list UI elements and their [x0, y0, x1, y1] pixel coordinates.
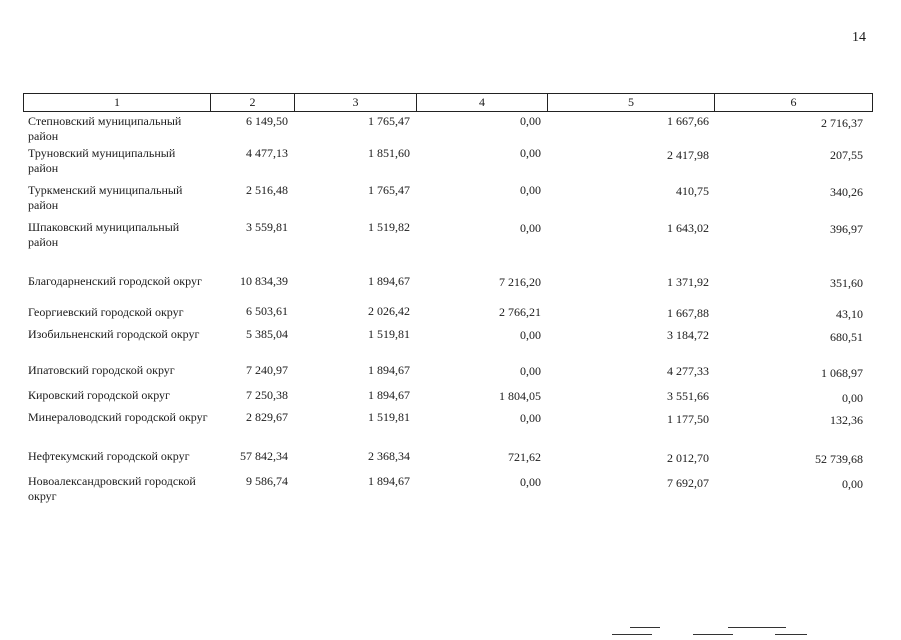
row-name: Георгиевский городской округ	[28, 305, 184, 319]
row-value-col6: 340,26	[830, 185, 863, 199]
row-value-col5: 410,75	[676, 184, 709, 198]
row-name: Туркменский муниципальный район	[28, 183, 183, 212]
column-header-5: 5	[548, 94, 715, 112]
row-value-col5: 3 184,72	[667, 328, 709, 342]
row-value-col5: 2 417,98	[667, 148, 709, 162]
row-name: Новоалександровский городской округ	[28, 474, 196, 503]
footer-signature-line	[693, 634, 733, 635]
row-value-col5: 1 177,50	[667, 412, 709, 426]
row-name: Ипатовский городской округ	[28, 363, 175, 377]
row-value-col2: 5 385,04	[246, 327, 288, 341]
row-value-col4: 7 216,20	[499, 275, 541, 289]
row-value-col3: 1 894,67	[368, 274, 410, 288]
column-header-1: 1	[24, 94, 211, 112]
row-value-col5: 3 551,66	[667, 389, 709, 403]
row-value-col5: 1 667,88	[667, 306, 709, 320]
row-value-col4: 0,00	[520, 328, 541, 342]
row-value-col3: 1 519,81	[368, 327, 410, 341]
row-value-col4: 0,00	[520, 146, 541, 160]
row-value-col6: 396,97	[830, 222, 863, 236]
row-value-col5: 1 667,66	[667, 114, 709, 128]
row-value-col6: 0,00	[842, 391, 863, 405]
row-value-col3: 1 894,67	[368, 363, 410, 377]
row-value-col2: 9 586,74	[246, 474, 288, 488]
row-value-col2: 7 240,97	[246, 363, 288, 377]
column-header-3: 3	[295, 94, 417, 112]
row-name: Кировский городской округ	[28, 388, 170, 402]
page-number: 14	[852, 30, 866, 45]
column-header-2: 2	[211, 94, 295, 112]
row-value-col4: 721,62	[508, 450, 541, 464]
row-value-col6: 680,51	[830, 330, 863, 344]
row-value-col6: 207,55	[830, 148, 863, 162]
row-value-col6: 0,00	[842, 477, 863, 491]
row-name: Степновский муниципальный район	[28, 114, 182, 143]
row-value-col2: 57 842,34	[240, 449, 288, 463]
row-value-col2: 6 149,50	[246, 114, 288, 128]
row-value-col3: 2 026,42	[368, 304, 410, 318]
row-name: Шпаковский муниципальный район	[28, 220, 180, 249]
footer-signature-line	[630, 627, 660, 628]
row-name: Нефтекумский городской округ	[28, 449, 190, 463]
row-value-col3: 1 894,67	[368, 388, 410, 402]
row-value-col2: 3 559,81	[246, 220, 288, 234]
row-name: Труновский муниципальный район	[28, 146, 176, 175]
row-value-col2: 7 250,38	[246, 388, 288, 402]
row-value-col3: 1 765,47	[368, 114, 410, 128]
row-value-col4: 1 804,05	[499, 389, 541, 403]
row-value-col5: 7 692,07	[667, 476, 709, 490]
footer-signature-line	[775, 634, 807, 635]
row-value-col4: 0,00	[520, 411, 541, 425]
row-value-col5: 1 643,02	[667, 221, 709, 235]
row-value-col3: 1 519,82	[368, 220, 410, 234]
row-name: Минераловодский городской округ	[28, 410, 208, 424]
row-name: Благодарненский городской округ	[28, 274, 202, 288]
column-header-4: 4	[417, 94, 548, 112]
row-value-col6: 1 068,97	[821, 366, 863, 380]
row-value-col2: 4 477,13	[246, 146, 288, 160]
row-value-col5: 2 012,70	[667, 451, 709, 465]
row-value-col3: 1 851,60	[368, 146, 410, 160]
column-header-6: 6	[715, 94, 873, 112]
row-value-col3: 1 765,47	[368, 183, 410, 197]
row-value-col2: 2 516,48	[246, 183, 288, 197]
row-value-col5: 1 371,92	[667, 275, 709, 289]
row-value-col4: 0,00	[520, 183, 541, 197]
row-value-col6: 2 716,37	[821, 116, 863, 130]
row-value-col6: 52 739,68	[815, 452, 863, 466]
row-value-col3: 1 519,81	[368, 410, 410, 424]
row-value-col4: 0,00	[520, 221, 541, 235]
row-value-col6: 132,36	[830, 413, 863, 427]
row-value-col4: 2 766,21	[499, 305, 541, 319]
row-value-col4: 0,00	[520, 475, 541, 489]
row-value-col2: 2 829,67	[246, 410, 288, 424]
row-value-col3: 2 368,34	[368, 449, 410, 463]
row-value-col3: 1 894,67	[368, 474, 410, 488]
footer-signature-line	[728, 627, 786, 628]
footer-signature-line	[612, 634, 652, 635]
row-value-col6: 351,60	[830, 276, 863, 290]
row-value-col6: 43,10	[836, 307, 863, 321]
row-value-col2: 10 834,39	[240, 274, 288, 288]
row-value-col4: 0,00	[520, 364, 541, 378]
row-value-col5: 4 277,33	[667, 364, 709, 378]
row-value-col4: 0,00	[520, 114, 541, 128]
row-value-col2: 6 503,61	[246, 304, 288, 318]
row-name: Изобильненский городской округ	[28, 327, 200, 341]
